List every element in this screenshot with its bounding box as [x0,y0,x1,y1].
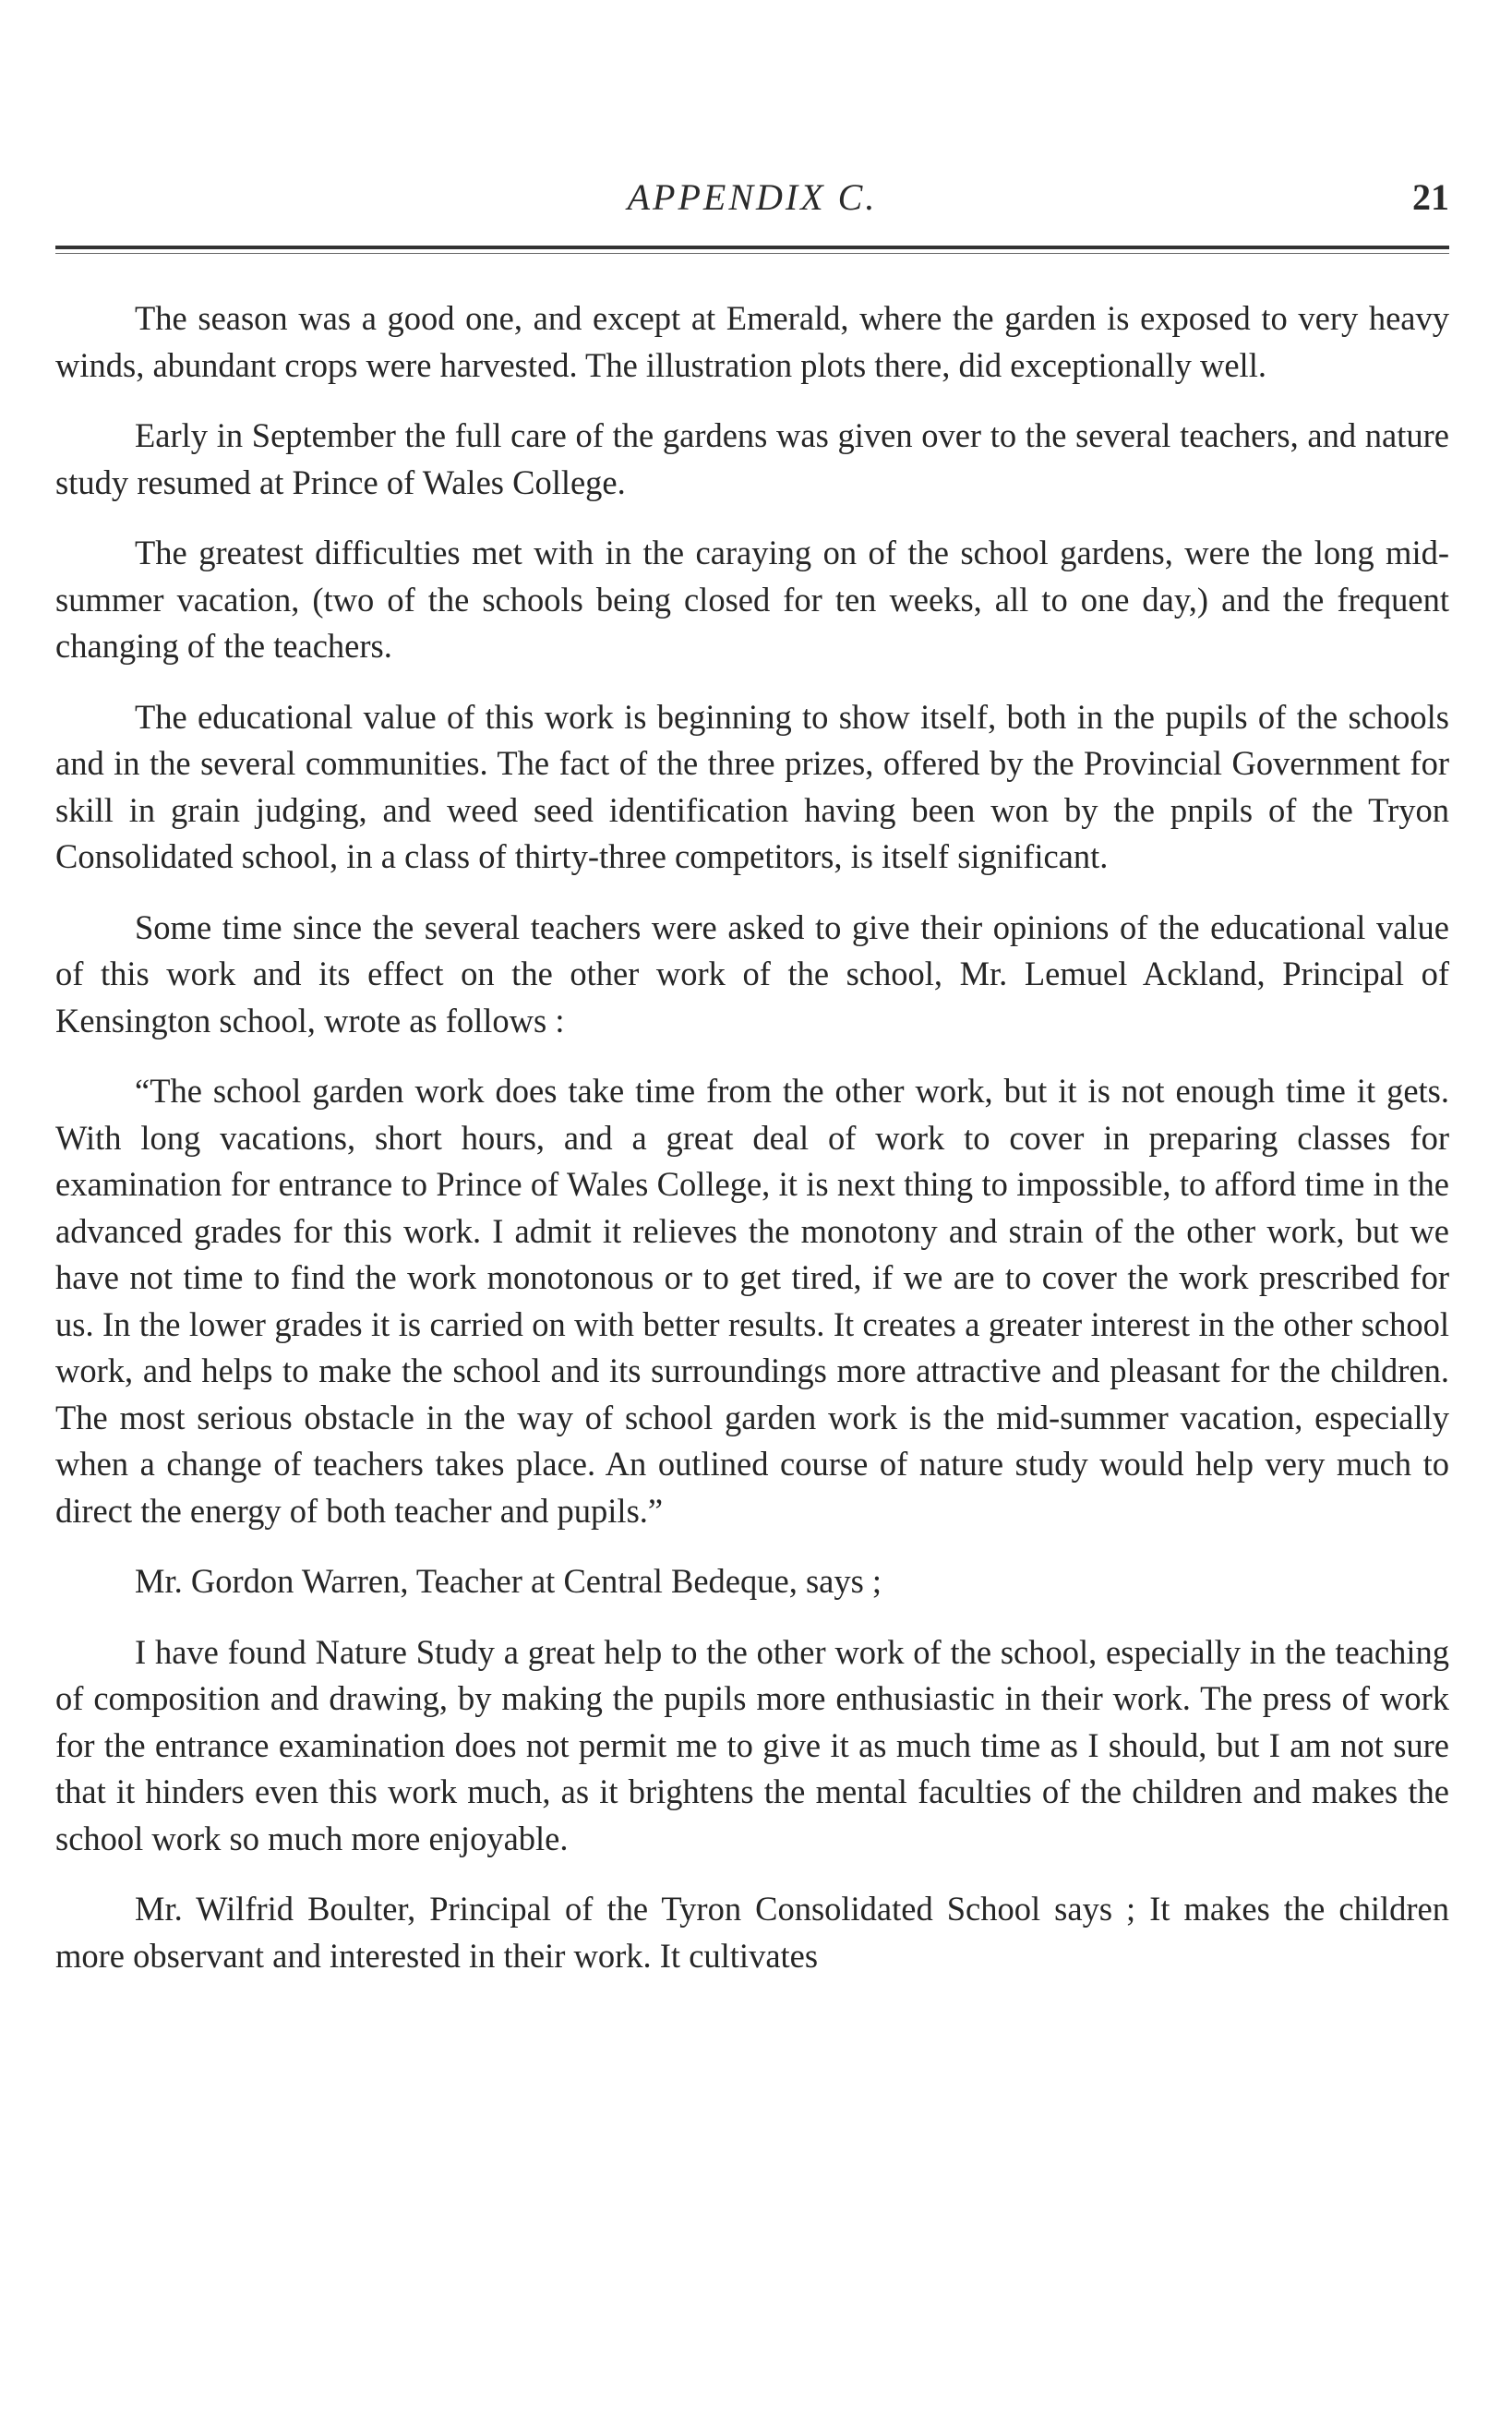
paragraph: I have found Nature Study a great help to the other work of the school, especially in the teaching of composition and drawing, by making the pupils more enthusiastic in their work. The press of work for the entrance examination does not permit me to give it as much time as I should, but I am not sure that it hinders even this work much, as it brightens the mental faculties of the children and makes the school work so much more enjoyable. [55,1632,1449,1857]
quoted-paragraph: “The school garden work does take time from the other work, but it is not enough time it gets. With long vacations, short hours, and a great deal of work to cover in preparing classes for examination for entrance to Prince of Wales College, it is next thing to impossible, to afford time in the advanced grades for this work. I admit it relieves the monotony and strain of the other work, but we have not time to find the work monotonous or to get tired, if we are to cover the work prescribed for us. In the lower grades it is carried on with better results. It creates a greater interest in the other school work, and helps to make the school and its surroundings more attractive and pleasant for the children. The most serious obstacle in the way of school garden work is the mid-summer vacation, especially when a change of teachers takes place. An outlined course of nature study would help very much to direct the energy of both teacher and pupils.” [55,1072,1449,1530]
page-header [55,175,1449,231]
paragraph: Mr. Gordon Warren, Teacher at Central Bedeque, says ; [135,1562,882,1600]
paragraph: Early in September the full care of the gardens was given over to the several teachers, and nature study resumed at Prince of Wales College. [55,416,1449,501]
paragraph: The season was a good one, and except at Emerald, where the garden is exposed to very heavy winds, abundant crops were harvested. The illustration plots there, did exceptionally well. [55,299,1449,384]
running-title: APPENDIX C. [627,176,878,218]
page-number: 21 [1412,176,1449,218]
paragraph: The greatest difficulties met with in the caraying on of the school gardens, were the long mid-summer vacation, (two of the schools being closed for ten weeks, all to one day,) and the frequent changing of the teachers. [55,534,1449,665]
paragraph: Mr. Wilfrid Boulter, Principal of the Tyron Consolidated School says ; It makes the children more observant and interested in their work. It cultivates [55,1890,1449,1975]
document-page [55,175,1449,1975]
header-rule-thick [55,246,1449,249]
body-text [55,295,1449,2003]
paragraph: Some time since the several teachers were asked to give their opinions of the educational value of this work and its effect on the other work of the school, Mr. Lemuel Ackland, Principal of Kensington school, wrote as follows : [55,907,1449,1039]
header-rule-thin [55,253,1449,254]
paragraph: The educational value of this work is beginning to show itself, both in the pupils of the schools and in the several communities. The fact of the three prizes, offered by the Provincial Government for skill in grain judging, and weed seed identification having been won by the pnpils of the Tryon Consolidated school, in a class of thirty-three competitors, is itself significant. [55,697,1449,875]
